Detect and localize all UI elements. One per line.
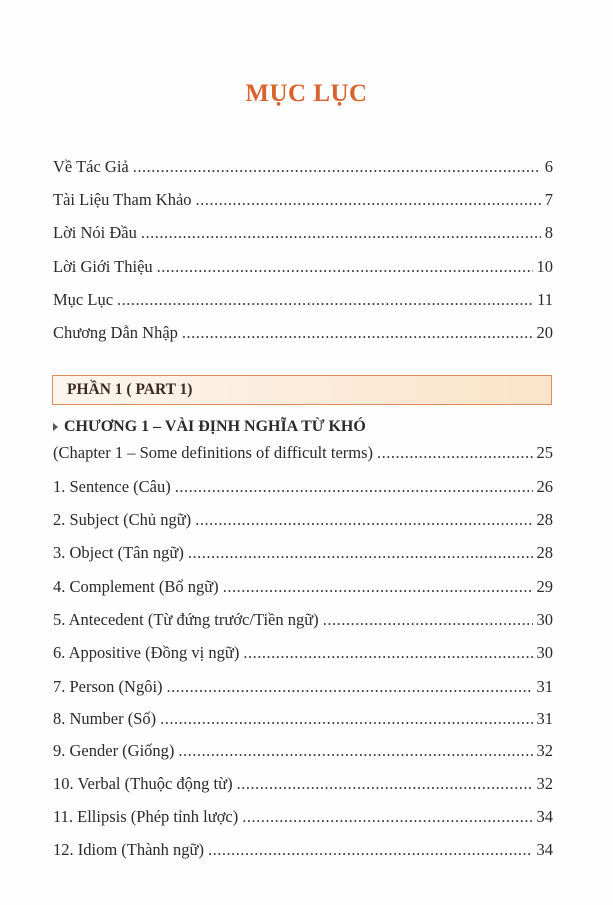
dot-leader (323, 610, 533, 630)
toc-entry-label: Chương Dẫn Nhập (53, 323, 178, 342)
dot-leader (208, 840, 533, 860)
toc-entry (53, 157, 553, 181)
toc-entry-label: 6. Appositive (Đồng vị ngữ) (53, 643, 240, 662)
toc-entry-label: 4. Complement (Bổ ngữ) (53, 577, 219, 596)
toc-entry (53, 677, 553, 701)
toc-entry (53, 774, 553, 798)
dot-leader (160, 709, 532, 729)
part-label: PHẦN 1 ( PART 1) (67, 381, 193, 398)
toc-entry-label: Lời Nói Đầu (53, 223, 137, 242)
toc-entry-page: 34 (536, 840, 553, 859)
toc-entry-label: 7. Person (Ngôi) (53, 677, 163, 696)
dot-leader (196, 190, 541, 210)
toc-entry-label: Về Tác Giả (53, 157, 129, 176)
toc-entry-label: 1. Sentence (Câu) (53, 477, 171, 496)
dot-leader (195, 510, 532, 530)
chapter-heading (53, 418, 366, 436)
toc-entry-page: 31 (536, 709, 553, 728)
toc-entry-page: 28 (536, 510, 553, 529)
dot-leader (178, 741, 532, 761)
toc-entry (53, 709, 553, 733)
dot-leader (141, 223, 541, 243)
toc-entry (53, 543, 553, 567)
toc-entry-label: 8. Number (Số) (53, 709, 157, 728)
toc-entry-page: 8 (544, 223, 553, 242)
toc-entry (53, 643, 553, 667)
dot-leader (242, 807, 532, 827)
toc-entry-page: 32 (536, 741, 553, 760)
toc-entry-label: Lời Giới Thiệu (53, 257, 153, 276)
toc-entry-page: 10 (536, 257, 553, 276)
toc-entry-label: 11. Ellipsis (Phép tỉnh lược) (53, 807, 239, 826)
toc-entry (53, 190, 553, 214)
toc-entry-page: 28 (536, 543, 553, 562)
dot-leader (167, 677, 533, 697)
toc-entry-label: Tài Liệu Tham Khảo (53, 190, 192, 209)
toc-entry-page: 31 (536, 677, 553, 696)
toc-entry-label: 2. Subject (Chủ ngữ) (53, 510, 192, 529)
toc-entry-page: 30 (536, 610, 553, 629)
toc-entry-page: 34 (536, 807, 553, 826)
toc-entry (53, 257, 553, 281)
toc-entry (53, 840, 553, 864)
part-header-box (52, 375, 552, 405)
toc-entry-page: 29 (536, 577, 553, 596)
toc-entry-label: 3. Object (Tân ngữ) (53, 543, 184, 562)
triangle-bullet-icon (53, 423, 58, 431)
toc-entry (53, 223, 553, 247)
toc-entry-label: 5. Antecedent (Từ đứng trước/Tiền ngữ) (53, 610, 319, 629)
toc-entry (53, 510, 553, 534)
dot-leader (243, 643, 532, 663)
toc-entry (53, 610, 553, 634)
toc-entry-page: 32 (536, 774, 553, 793)
dot-leader (157, 257, 533, 277)
page-title: MỤC LỤC (245, 80, 368, 107)
toc-entry-label: Mục Lục (53, 290, 114, 309)
dot-leader (133, 157, 541, 177)
chapter-heading-text: CHƯƠNG 1 – VÀI ĐỊNH NGHĨA TỪ KHÓ (64, 418, 366, 435)
dot-leader (377, 443, 532, 463)
dot-leader (237, 774, 533, 794)
toc-entry-page: 25 (536, 443, 553, 462)
toc-entry-page: 30 (536, 643, 553, 662)
toc-entry-label: 12. Idiom (Thành ngữ) (53, 840, 204, 859)
toc-entry (53, 323, 553, 347)
dot-leader (117, 290, 533, 310)
dot-leader (182, 323, 533, 343)
toc-entry-page: 20 (536, 323, 553, 342)
dot-leader (175, 477, 533, 497)
toc-entry-page: 26 (536, 477, 553, 496)
toc-entry-page: 6 (544, 157, 553, 176)
toc-entry (53, 741, 553, 765)
chapter-subtitle-entry (53, 443, 553, 467)
toc-entry-page: 11 (537, 290, 553, 309)
toc-entry-page: 7 (544, 190, 553, 209)
toc-entry-label: 10. Verbal (Thuộc động từ) (53, 774, 233, 793)
toc-entry (53, 577, 553, 601)
toc-entry (53, 290, 553, 314)
toc-entry (53, 477, 553, 501)
dot-leader (188, 543, 533, 563)
toc-entry-label: 9. Gender (Giống) (53, 741, 175, 760)
toc-entry-label: (Chapter 1 – Some definitions of difficult terms) (53, 443, 374, 462)
toc-entry (53, 807, 553, 831)
dot-leader (223, 577, 533, 597)
